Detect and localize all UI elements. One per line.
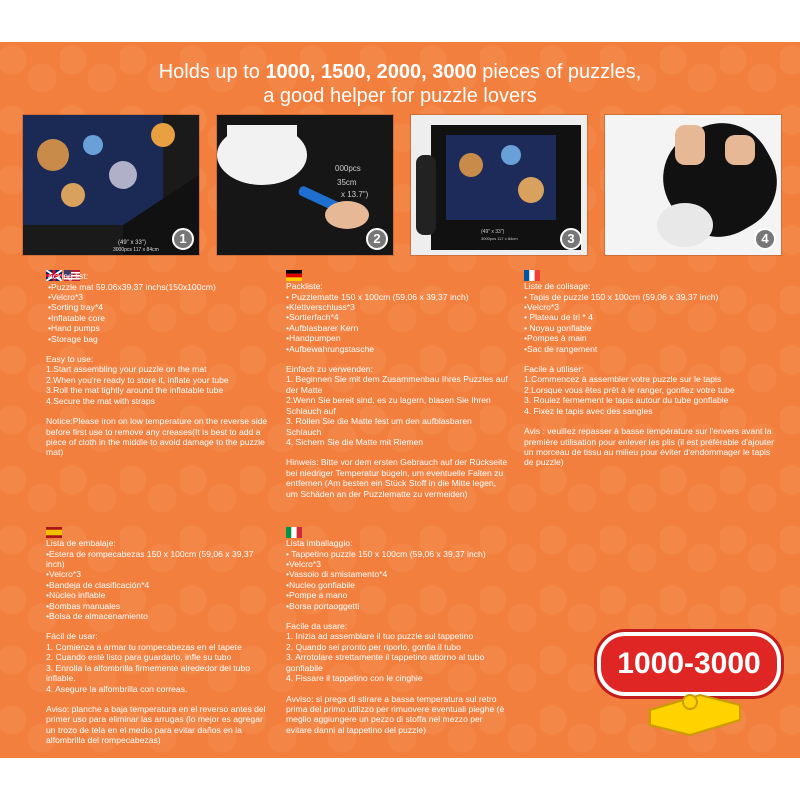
headline: [0, 60, 800, 108]
step-number-badge: 4: [754, 228, 776, 250]
usage-steps: Einfach zu verwenden: 1. Beginnen Sie mit dem Zusammenbau Ihres Puzzles auf der Matte 2.Wenn Sie bereit sind, es zu lagern, blasen Sie Ihren Schlauch auf 3. Rollen Sie die Matte fest um den aufblasbaren Schlauch 4. Sichern Sie die Matte mit Riemen: [286, 364, 508, 447]
packing-list: Packliste: • Puzzlematte 150 x 100cm (59,06 x 39,37 inch) •Klettverschluss*3 •Sortierfach*4 •Aufblasbarer Kern •Handpumpen •Aufbewahrungstasche: [286, 281, 469, 354]
spanish-instructions: [46, 527, 274, 746]
german-flag-icon: [286, 270, 304, 280]
packing-list: Lista imballaggio: • Tappetino puzzle 150 x 100cm (59,06 x 39,37 inch) •Velcro*3 •Vassoio di smistamento*4 •Nucleo gonfiabile •Pompe a mano •Borsa portaoggetti: [286, 538, 486, 611]
headline-prefix: Holds up to: [158, 61, 266, 83]
piece-range-badge: 1000-3000: [597, 632, 781, 696]
mat-size-label: (49" x 33"): [118, 240, 146, 246]
notice: Aviso: planche a baja temperatura en el reverso antes del primer uso para eliminar las arrugas (lo mejor es agregar un trozo de tela en el medio para evitar daños en la alfombrilla del rompecabezas): [46, 703, 266, 746]
usage-steps: Easy to use: 1.Start assembling your puzzle on the mat 2.When you're ready to store it, inflate your tube 3.Roll the mat tightly around the inflatable tube 4.Secure the mat with straps: [46, 354, 229, 406]
german-instructions: [286, 270, 508, 499]
notice: Notice:Please iron on low temperature on the reverse side before first use to remove any creases(It is best to add a piece of cloth in the middle to avoid damage to the puzzle mat): [46, 416, 268, 458]
photo-rolling-mat: [410, 114, 588, 256]
usage-steps: Fácil de usar: 1. Comienza a armar tu rompecabezas en el tapete 2. Cuando esté listo para guardarlo, infle su tubo 3. Enrolla la alfombrilla firmemente alrededor del tubo inflable. 4. Asegure la alfombrilla con correas.: [46, 631, 250, 694]
packing-list: Liste de colisage: • Tapis de puzzle 150 x 100cm (59,06 x 39,37 inch) •Velcro*3 • Plateau de tri * 4 • Noyau gonflable •Pompes à main •Sac de rangement: [524, 281, 719, 354]
step-number-badge: 1: [172, 228, 194, 250]
puzzle-piece-icon: [640, 690, 750, 740]
usage-steps: Facile à utiliser: 1.Commencez à assembler votre puzzle sur le tapis 2.Lorsque vous êtes prêt à le ranger, gonflez votre tube 3. Roulez fermement le tapis autour du tube gonflable 4. Fixez le tapis avec des sangles: [524, 364, 735, 416]
photo-puzzle-on-mat: [22, 114, 200, 256]
mat-size-label-2: 3000pcs 117 x 84cm: [481, 236, 518, 241]
mat-size-label: (49" x 33"): [481, 229, 505, 235]
italian-flag-icon: [286, 527, 304, 537]
inch-label: x 13.7"): [341, 190, 369, 199]
french-flag-icon: [524, 270, 542, 280]
packing-list: acking list: •Puzzle mat 59.06x39.37 inchs(150x100cm) •Velcro*3 •Sorting tray*4 •Inflatable core •Hand pumps •Storage bag: [48, 271, 216, 344]
french-instructions: [524, 270, 779, 468]
photo-inflating-tube: [216, 114, 394, 256]
packing-list: Lista de embalaje: •Estera de rompecabezas 150 x 100cm (59,06 x 39,37 inch) •Velcro*3 •Bandeja de clasificación*4 •Núcleo inflable •Bombas manuales •Bolsa de almacenamiento: [46, 538, 254, 622]
notice: Avviso: si prega di stirare a bassa temperatura sul retro prima del primo utilizzo per rimuovere eventuali pieghe (è meglio aggiungere un pezzo di stoffa nel mezzo per evitare danni al tappetino del puzzle): [286, 693, 505, 735]
usage-steps: Facile da usare: 1. Inizia ad assemblare il tuo puzzle sul tappetino 2. Quando sei pronto per riporlo, gonfia il tubo 3. Arrotolare strettamente il tappetino attorno al tubo gonfiabile 4. Fissare il tappetino con le cinghie: [286, 621, 485, 684]
headline-line2: a good helper for puzzle lovers: [263, 85, 537, 107]
notice: Hinweis: Bitte vor dem ersten Gebrauch auf der Rückseite bei niedriger Temperatur bügeln, um eventuelle Falten zu entfernen (Am besten ein Stück Stoff in die Mitte legen, um Schäden an der Puzzlematte zu vermeiden): [286, 457, 508, 499]
mat-size-label-2: 3000pcs 117 x 84cm: [113, 247, 159, 253]
step-number-badge: 3: [560, 228, 582, 250]
cm-label: 35cm: [337, 178, 357, 187]
pieces-label: 000pcs: [335, 164, 361, 173]
step-number-badge: 2: [366, 228, 388, 250]
notice: Avis : veuillez repasser à basse température sur l'envers avant la première utilisation pour enlever les plis (il est préférable d'ajouter un morceau de tissu au milieu pour éviter d'endommager le tapis de puzzle): [524, 426, 775, 468]
english-instructions: [46, 270, 276, 458]
headline-counts: 1000, 1500, 2000, 3000: [265, 61, 477, 83]
headline-suffix: pieces of puzzles,: [476, 61, 642, 83]
photo-securing-straps: [604, 114, 782, 256]
spanish-flag-icon: [46, 527, 64, 537]
italian-instructions: [286, 527, 508, 735]
